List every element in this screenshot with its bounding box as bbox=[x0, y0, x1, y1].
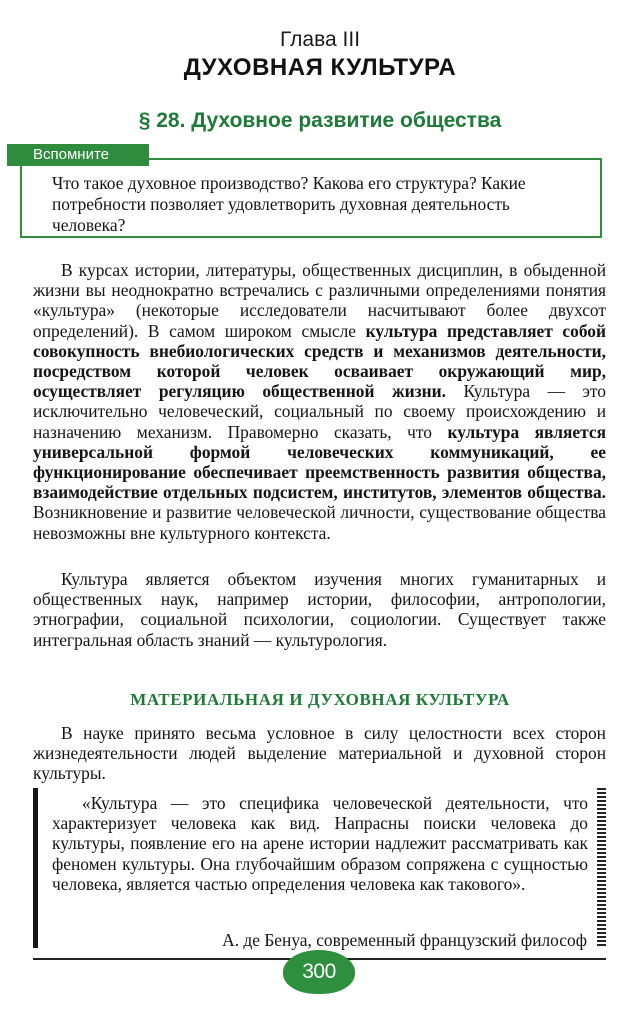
paragraph-culture-sciences bbox=[33, 569, 606, 650]
p1-text-a: В курсах истории, литературы, общественных дисциплин, в обыденной жизни вы неоднократно встречались с различными определениями понятия «культура» (некоторые исследователи насчитывают более двухсот определений). В самом широком смысле bbox=[33, 260, 606, 341]
page-number: 300 bbox=[283, 950, 355, 994]
p1-text-c: Культура — это исключительно человеческий, социальный по своему происхождению и назначению механизм. Правомерно сказать, что bbox=[33, 381, 606, 442]
paragraph-material-spiritual bbox=[33, 723, 606, 784]
subheading: МАТЕРИАЛЬНАЯ И ДУХОВНАЯ КУЛЬТУРА bbox=[130, 690, 510, 709]
p1-bold-function: культура является универсальной формой человеческих коммуникаций, ее функционирование обеспечивает преемственность развития общества, взаимодействие отдельных подсистем, институтов, элементов общества. bbox=[33, 421, 606, 503]
paragraph-culture-definition bbox=[33, 260, 606, 543]
section-title: § 28. Духовное развитие общества bbox=[138, 109, 502, 132]
p1-bold-definition: культура представляет собой совокупность внебиологических средств и механизмов деятельности, посредством которой человек осваивает окружающий мир, осуществляет регуляцию общественной жизни. bbox=[33, 320, 606, 402]
remind-questions: Что такое духовное производство? Какова его структура? Какие потребности позволяет удовлетворить духовная деятельность человека? bbox=[52, 173, 526, 235]
quote-left-bar bbox=[33, 788, 38, 948]
chapter-title: ДУХОВНАЯ КУЛЬТУРА bbox=[183, 54, 457, 81]
p1-text-e: Возникновение и развитие человеческой личности, существование общества невозможны вне культурного контекста. bbox=[33, 502, 606, 543]
p3-text: В науке принято весьма условное в силу целостности всех сторон жизнедеятельности людей выделение материальной и духовной сторон культуры. bbox=[33, 723, 606, 784]
quote-text: «Культура — это специфика человеческой деятельности, что характеризует человека как вид. Напрасны поиски человека до культуры, появление его на арене истории надлежит рассматривать как феномен культуры. Она глубочайшим образом сопряжена с сущностью человека, является частью определения человека как такового». bbox=[52, 793, 588, 894]
quote-block bbox=[52, 793, 588, 894]
quote-author: А. де Бенуа, современный французский философ bbox=[222, 930, 587, 950]
quote-right-bar bbox=[597, 788, 606, 948]
chapter-label: Глава III bbox=[279, 28, 361, 51]
remind-label: Вспомните bbox=[7, 144, 149, 166]
p2-text: Культура является объектом изучения многих гуманитарных и общественных наук, например истории, философии, антропологии, этнографии, социальной психологии, социологии. Существует также интегральная область знаний — культурология. bbox=[33, 569, 606, 650]
